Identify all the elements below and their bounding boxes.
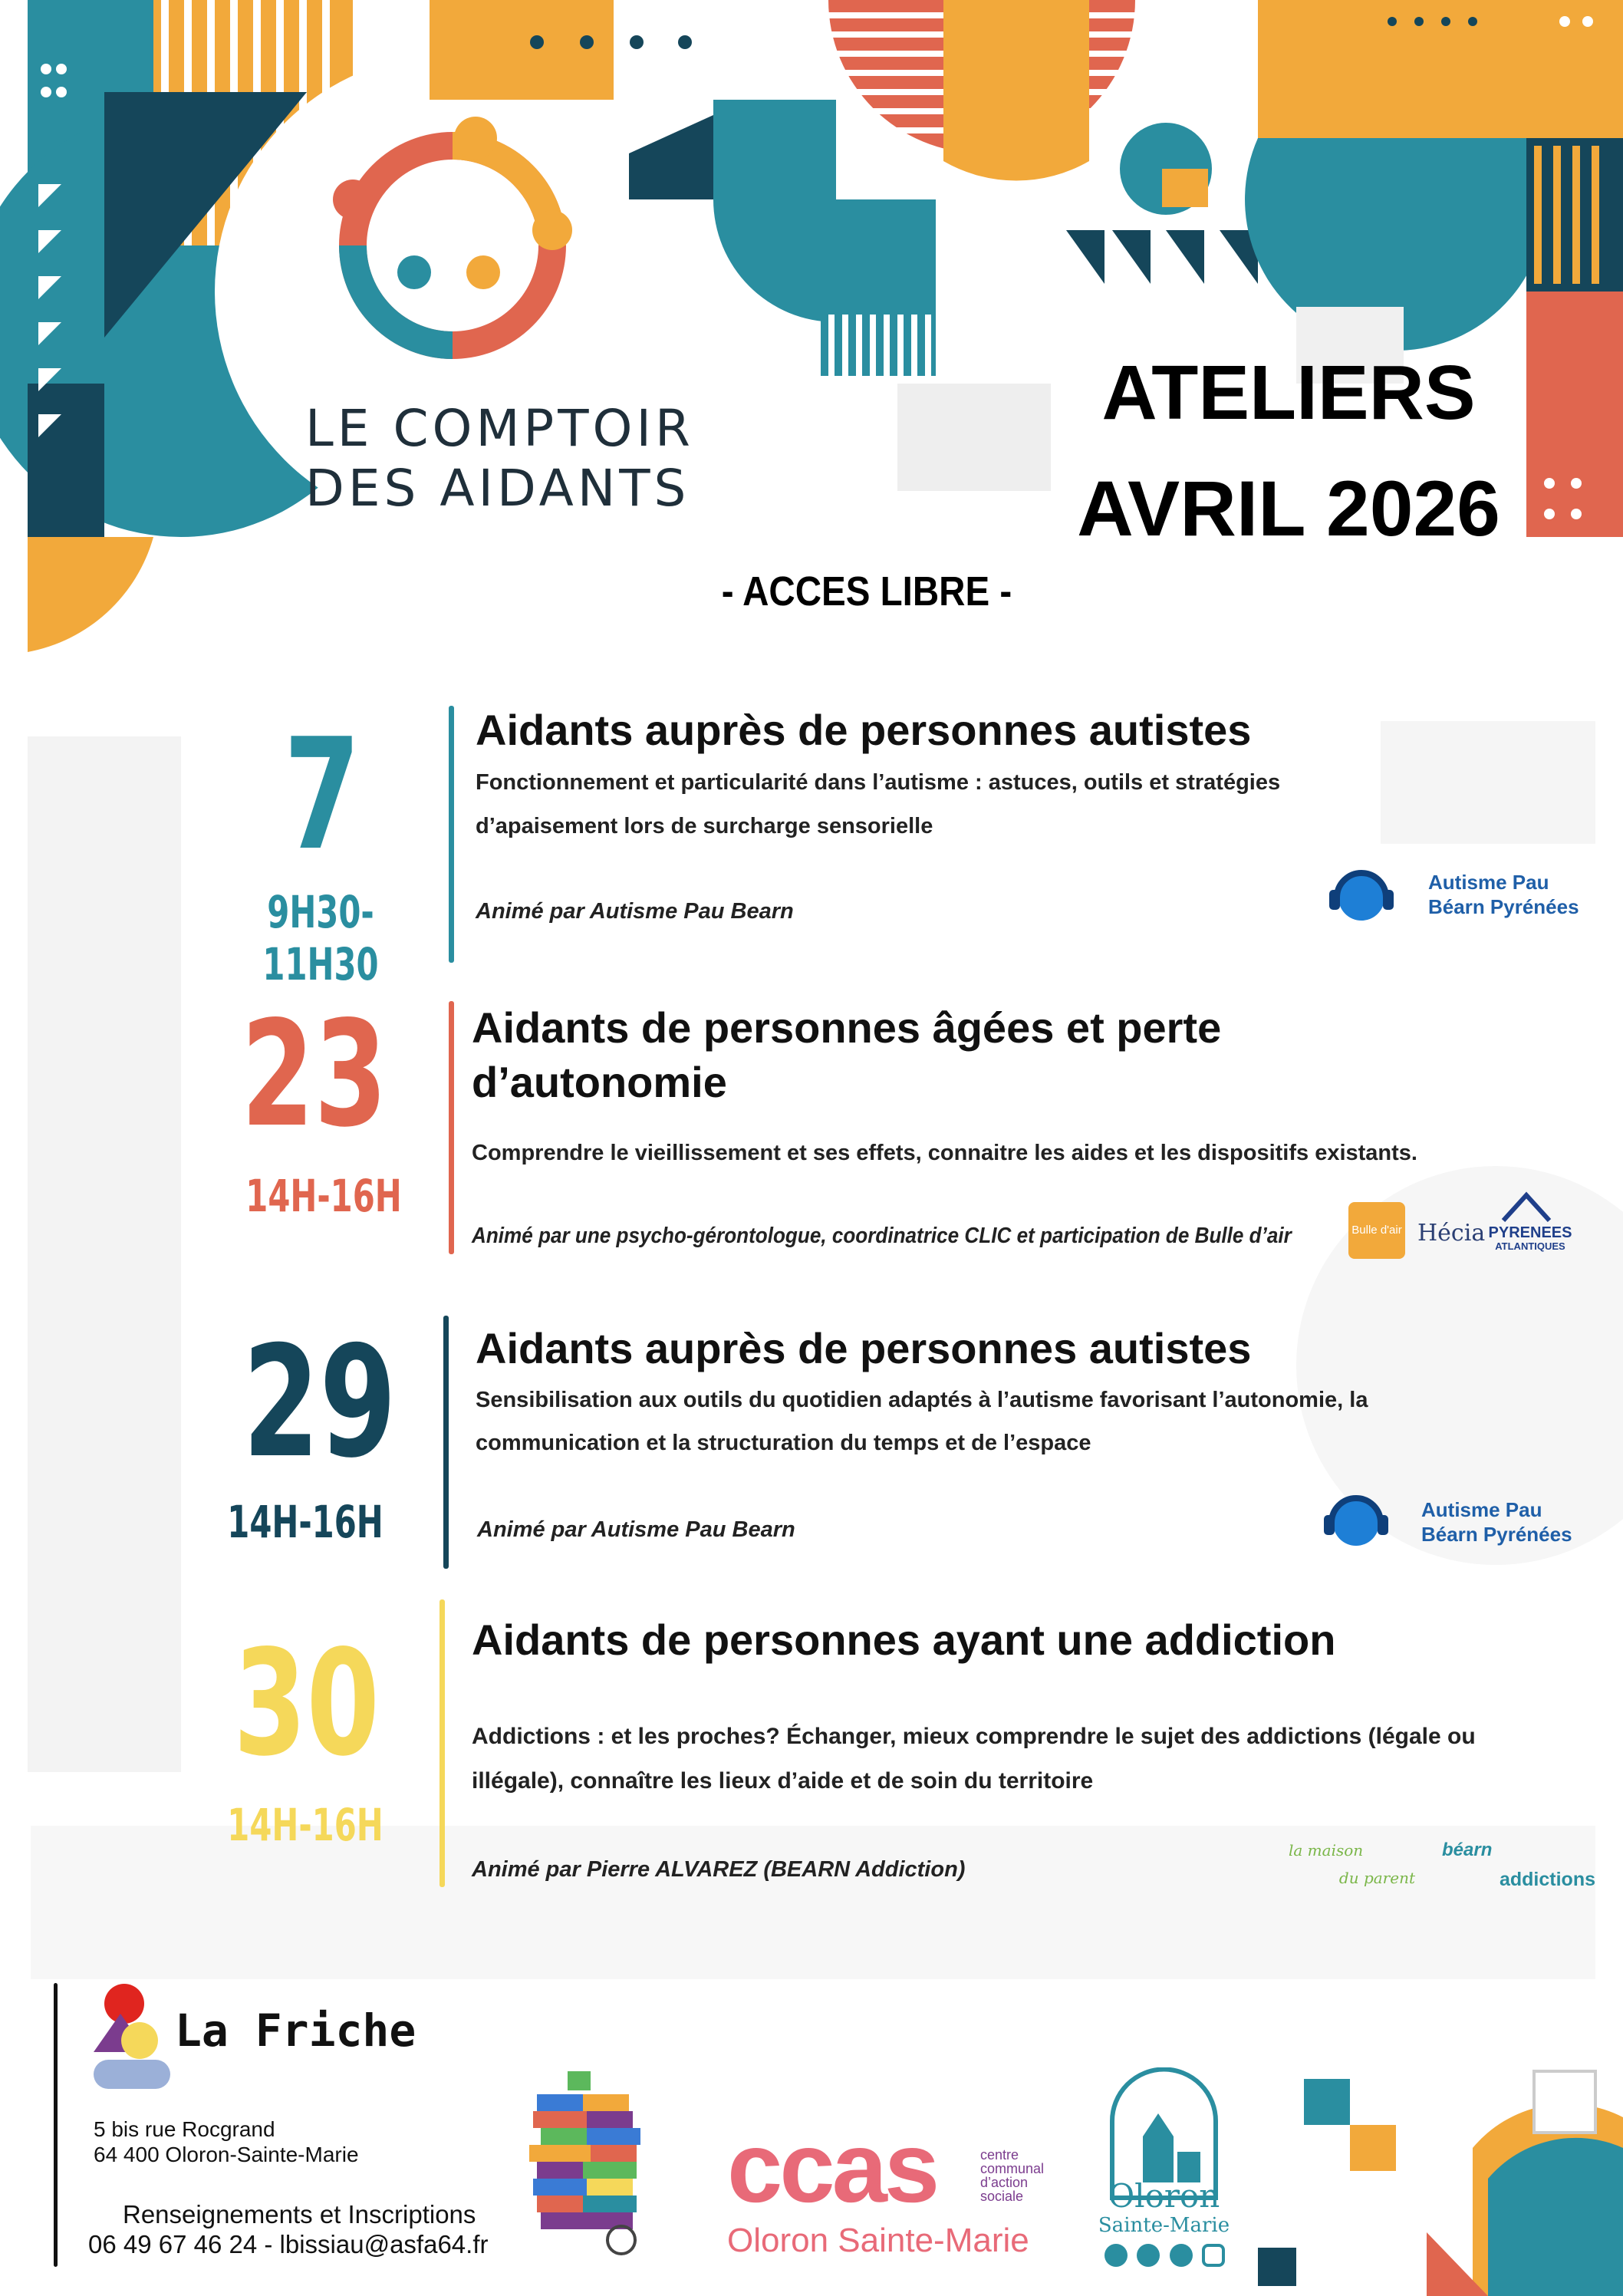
- comptoir-logo-text: [305, 399, 694, 519]
- workshop-3-desc-line-1: Sensibilisation aux outils du quotidien adaptés à l’autisme favorisant l’autonomie, la: [476, 1388, 1368, 1412]
- logo-line-2: DES AIDANTS: [305, 459, 690, 518]
- jenga-illustration: [522, 2064, 660, 2263]
- workshop-2-day: 23: [241, 990, 387, 1159]
- ccas-logo: ccas: [727, 2111, 937, 2223]
- youtube-icon[interactable]: [1170, 2244, 1193, 2267]
- workshop-4-title: Aidants de personnes ayant une addiction: [472, 1616, 1336, 1664]
- bearn-addictions-logo: [1442, 1840, 1595, 1901]
- hecia-logo: Hécia: [1417, 1220, 1486, 1247]
- workshop-2-title-line-1: Aidants de personnes âgées et perte: [472, 1003, 1222, 1052]
- partner-line-2: Béarn Pyrénées: [1428, 895, 1579, 918]
- twitter-icon[interactable]: [1137, 2244, 1160, 2267]
- workshop-2-title-line-2: d’autonomie: [472, 1058, 727, 1106]
- workshop-4-desc-line-2: illégale), connaître les lieux d’aide et de soin du territoire: [472, 1768, 1094, 1794]
- autisme-pau-logo-icon: [1323, 863, 1396, 928]
- info-label: Renseignements et Inscriptions: [123, 2200, 476, 2228]
- page-title-line-1: ATELIERS: [1101, 350, 1476, 436]
- partner-line-1: Autisme Pau: [1421, 1498, 1542, 1521]
- workshop-3-time: 14H-16H: [227, 1496, 384, 1548]
- instagram-icon[interactable]: [1202, 2244, 1225, 2267]
- ccas-sub-line-2: communal: [980, 2161, 1045, 2176]
- ccas-subtitle: [980, 2148, 1044, 2203]
- workshop-3-title: Aidants auprès de personnes autistes: [476, 1324, 1252, 1372]
- ccas-sub-line-3: d’action: [980, 2175, 1029, 2190]
- autisme-pau-logo-icon-2: [1318, 1488, 1391, 1553]
- partner-line-2: Béarn Pyrénées: [1421, 1523, 1572, 1546]
- page-title-line-2: AVRIL 2026: [1077, 465, 1500, 552]
- workshop-1-time: 9H30-11H30: [262, 886, 379, 990]
- address-line-1: 5 bis rue Rocgrand: [94, 2117, 275, 2141]
- facebook-icon[interactable]: [1104, 2244, 1128, 2267]
- la-friche-wordmark: La Friche: [175, 2004, 416, 2057]
- ccas-sub-line-1: centre: [980, 2147, 1019, 2163]
- maison-line-1: la maison: [1289, 1841, 1364, 1860]
- workshop-1-day: 7: [283, 706, 361, 884]
- workshop-4-time: 14H-16H: [227, 1799, 384, 1851]
- workshop-2-time: 14H-16H: [245, 1170, 402, 1222]
- workshop-3-partner: [1421, 1497, 1572, 1547]
- workshop-4-day: 30: [233, 1619, 380, 1788]
- workshop-1-partner: [1428, 870, 1579, 919]
- comptoir-logo: [322, 115, 583, 376]
- access-subtitle: - ACCES LIBRE -: [721, 568, 1012, 614]
- maison-line-2: du parent: [1338, 1869, 1415, 1887]
- maison-du-parent-logo: [1289, 1841, 1415, 1895]
- bulle-air-logo: Bulle d'air: [1348, 1202, 1405, 1259]
- workshop-3-day: 29: [242, 1313, 397, 1492]
- ccas-sub-line-4: sociale: [980, 2189, 1024, 2204]
- workshop-4-animator: Animé par Pierre ALVAREZ (BEARN Addiction): [472, 1857, 966, 1882]
- logo-line-1: LE COMPTOIR: [305, 399, 694, 458]
- workshop-4-desc-line-1: Addictions : et les proches? Échanger, mieux comprendre le sujet des addictions (légale ou: [472, 1724, 1476, 1749]
- pyrenees-atlantiques-logo: [1488, 1225, 1572, 1253]
- workshop-1-divider: [449, 706, 454, 963]
- oloron-city-logo-text: [1085, 2179, 1243, 2237]
- social-icons: [1104, 2244, 1225, 2271]
- workshop-2-animator: Animé par une psycho-gérontologue, coordinatrice CLIC et participation de Bulle d’air: [472, 1224, 1292, 1248]
- workshop-2-divider: [449, 1001, 454, 1254]
- bearn-line-2: addictions: [1499, 1869, 1595, 1890]
- workshop-1-title: Aidants auprès de personnes autistes: [476, 706, 1252, 754]
- contact-info: 06 49 67 46 24 - lbissiau@asfa64.fr: [88, 2230, 489, 2258]
- footer-divider: [54, 1983, 58, 2267]
- pyrenees-line-1: PYRENEES: [1488, 1224, 1572, 1241]
- workshop-4-divider: [439, 1599, 445, 1887]
- workshop-1-desc-line-2: d’apaisement lors de surcharge sensorielle: [476, 814, 933, 838]
- workshop-3-desc-line-2: communication et la structuration du temps et de l’espace: [476, 1431, 1091, 1455]
- oloron-line-1: Oloron: [1108, 2177, 1220, 2215]
- pyrenees-line-2: ATLANTIQUES: [1495, 1240, 1565, 1252]
- workshop-1-animator: Animé par Autisme Pau Bearn: [476, 899, 794, 924]
- pyrenees-atlantiques-logo-icon: [1500, 1191, 1553, 1222]
- ccas-city: Oloron Sainte-Marie: [727, 2222, 1029, 2259]
- oloron-line-2: Sainte-Marie: [1098, 2214, 1230, 2237]
- address-line-2: 64 400 Oloron-Sainte-Marie: [94, 2143, 359, 2166]
- bearn-line-1: béarn: [1442, 1840, 1493, 1860]
- workshop-1-desc-line-1: Fonctionnement et particularité dans l’autisme : astuces, outils et stratégies: [476, 770, 1281, 795]
- workshop-3-animator: Animé par Autisme Pau Bearn: [477, 1517, 795, 1542]
- partner-line-1: Autisme Pau: [1428, 871, 1549, 894]
- workshop-3-divider: [443, 1316, 449, 1569]
- la-friche-logo-icon: [86, 1983, 178, 2090]
- workshop-2-desc-line-1: Comprendre le vieillissement et ses effets, connaitre les aides et les dispositifs existants.: [472, 1141, 1417, 1165]
